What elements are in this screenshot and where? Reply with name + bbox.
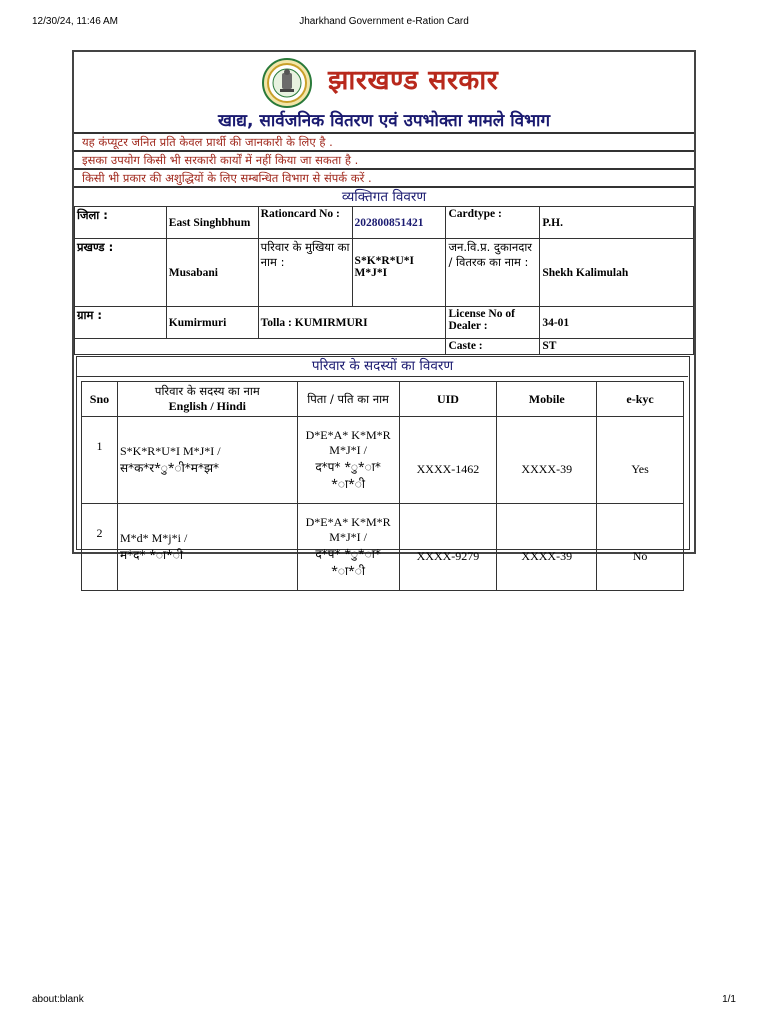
table-row [82,417,684,504]
family-head-name: S*K*R*U*I M*J*I [352,239,446,307]
personal-section-title: व्यक्तिगत विवरण [74,186,694,206]
member-uid: XXXX-9279 [399,504,497,591]
member-mobile: XXXX-39 [497,417,597,504]
notice-line: किसी भी प्रकार की अशुद्धियों के लिए सम्बन्धित विभाग से संपर्क करें . [74,168,694,186]
dealer-label: जन.वि.प्र. दुकानदार / वितरक का नाम : [446,239,540,307]
member-ekyc: Yes [597,417,684,504]
member-ekyc: No [597,504,684,591]
caste-label: Caste : [446,339,540,355]
rationcard-label: Rationcard No : [258,207,352,239]
government-title: झारखण्ड सरकार [328,65,499,96]
col-mobile: Mobile [497,382,597,417]
col-uid: UID [399,382,497,417]
district-label: जिला : [75,207,167,239]
rationcard-number: 202800851421 [352,207,446,239]
notice-line: यह कंप्यूटर जनित प्रति केवल प्रार्थी की जानकारी के लिए है . [74,132,694,150]
col-sno: Sno [82,382,118,417]
col-ekyc: e-kyc [597,382,684,417]
print-datetime: 12/30/24, 11:46 AM [32,16,118,27]
father-name: D*E*A* K*M*R M*J*I / द*प* *ु*ा* *ा*ी [297,417,399,504]
table-header-row [82,382,684,417]
jharkhand-emblem-icon [262,58,312,108]
table-row [75,339,694,355]
tolla-value: Tolla : KUMIRMURI [258,307,446,339]
license-number: 34-01 [540,307,694,339]
table-row [82,504,684,591]
print-url: about:blank [32,994,84,1005]
col-father-name: पिता / पति का नाम [297,382,399,417]
block-label: प्रखण्ड : [75,239,167,307]
block-value: Musabani [166,239,258,307]
family-members-table [81,381,684,591]
cardtype-value: P.H. [540,207,694,239]
family-head-label: परिवार के मुखिया का नाम : [258,239,352,307]
personal-details-table [74,206,694,355]
village-value: Kumirmuri [166,307,258,339]
family-members-section [76,356,690,578]
family-section-title: परिवार के सदस्यों का विवरण [77,357,688,377]
table-row [75,239,694,307]
district-value: East Singhbhum [166,207,258,239]
table-row [75,207,694,239]
village-label: ग्राम : [75,307,167,339]
caste-value: ST [540,339,694,355]
empty-cell [75,339,446,355]
department-title: खाद्य, सार्वजनिक वितरण एवं उपभोक्ता मामले विभाग [217,111,551,131]
dealer-name: Shekh Kalimulah [540,239,694,307]
table-row [75,307,694,339]
print-title: Jharkhand Government e-Ration Card [299,16,469,27]
member-mobile: XXXX-39 [497,504,597,591]
member-name: S*K*R*U*I M*J*I / स*क*र*ु*ी*म*झ* [117,417,297,504]
father-name: D*E*A* K*M*R M*J*I / द*प* *ु*ा* *ा*ी [297,504,399,591]
print-page-number: 1/1 [722,994,736,1005]
ration-card [72,50,696,578]
member-name: M*d* M*j*i / म*द* *ा*ी [117,504,297,591]
row-sno: 2 [82,504,118,591]
col-member-name: परिवार के सदस्य का नाम English / Hindi [117,382,297,417]
member-uid: XXXX-1462 [399,417,497,504]
cardtype-label: Cardtype : [446,207,540,239]
row-sno: 1 [82,417,118,504]
notice-line: इसका उपयोग किसी भी सरकारी कार्यों में नहीं किया जा सकता है . [74,150,694,168]
card-header [74,52,694,132]
license-label: License No of Dealer : [446,307,540,339]
